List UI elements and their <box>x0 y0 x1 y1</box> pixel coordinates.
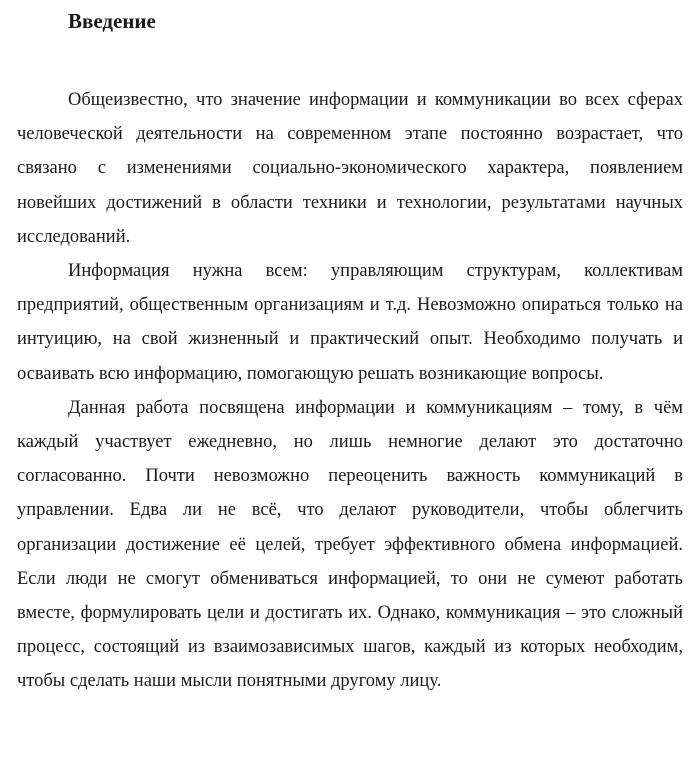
paragraph: Данная работа посвящена информации и коммуникациям – тому, в чём каждый участвует ежедневно, но лишь немногие делают это достаточно согласованно. Почти невозможно переоценить важность коммуникаций в управлении. Едва ли не всё, что делают руководители, чтобы облегчить организации достижение её целей, требует эффективного обмена информацией. Если люди не смогут обмениваться информацией, то они не сумеют работать вместе, формулировать цели и достигать их. Однако, коммуникация – это сложный процесс, состоящий из взаимозависимых шагов, каждый из которых необходим, чтобы сделать наши мысли понятными другому лицу. <box>17 397 683 692</box>
section-heading: Введение <box>68 9 156 33</box>
paragraph: Информация нужна всем: управляющим структурам, коллективам предприятий, общественным организациям и т.д. Невозможно опираться только на интуицию, на свой жизненный и практический опыт. Необходимо получать и осваивать всю информацию, помогающую решать возникающие вопросы. <box>17 261 683 384</box>
document-body <box>17 83 683 699</box>
paragraph: Общеизвестно, что значение информации и коммуникации во всех сферах человеческой деятельности на современном этапе постоянно возрастает, что связано с изменениями социально-экономического характера, появлением новейших достижений в области техники и технологии, результатами научных исследований. <box>17 90 683 247</box>
